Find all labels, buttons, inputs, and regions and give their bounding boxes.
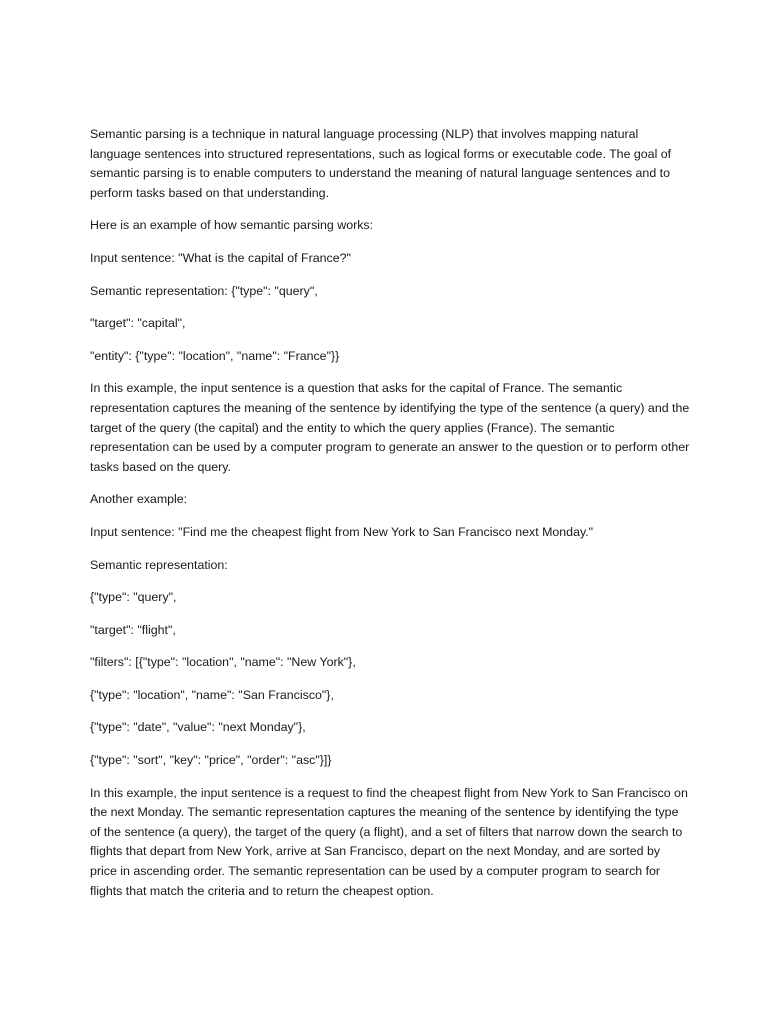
paragraph-input-sentence-1: Input sentence: "What is the capital of France?" xyxy=(90,250,351,265)
document-body xyxy=(90,125,690,914)
paragraph-target-1: "target": "capital", xyxy=(90,316,186,331)
paragraph-target-2: "target": "flight", xyxy=(90,622,176,637)
paragraph-filter-location-2: {"type": "location", "name": "San Francisco"}, xyxy=(90,687,334,702)
paragraph-explanation-1: In this example, the input sentence is a question that asks for the capital of France. The semantic representation captures the meaning of the sentence by identifying the type of the sentence (a query) and the target of the query (the capital) and the entity to which the query applies (France). The semantic representation can be used by a computer program to generate an answer to the question or to perform other tasks based on the query. xyxy=(90,381,690,474)
paragraph-filters-2: "filters": [{"type": "location", "name": "New York"}, xyxy=(90,655,356,670)
paragraph-entity-1: "entity": {"type": "location", "name": "France"}} xyxy=(90,348,340,363)
paragraph-another-example: Another example: xyxy=(90,492,188,507)
paragraph-explanation-2: In this example, the input sentence is a request to find the cheapest flight from New York to San Francisco on the next Monday. The semantic representation captures the meaning of the sentence by identifying the type of the sentence (a query), the target of the query (a flight), and a set of filters that narrow down the search to flights that depart from New York, arrive at San Francisco, depart on the next Monday, and are sorted by price in ascending order. The semantic representation can be used by a computer program to search for flights that match the criteria and to return the cheapest option. xyxy=(90,785,688,898)
paragraph-filter-sort-2: {"type": "sort", "key": "price", "order": "asc"}]} xyxy=(90,753,332,768)
paragraph-intro: Semantic parsing is a technique in natural language processing (NLP) that involves mapping natural language sentences into structured representations, such as logical forms or executable code. The goal of semantic parsing is to enable computers to understand the meaning of natural language sentences and to perform tasks based on that understanding. xyxy=(90,127,672,200)
paragraph-type-2: {"type": "query", xyxy=(90,590,177,605)
paragraph-input-sentence-2: Input sentence: "Find me the cheapest flight from New York to San Francisco next Monday." xyxy=(90,524,594,539)
paragraph-semantic-rep-label-2: Semantic representation: xyxy=(90,557,228,572)
paragraph-example-intro: Here is an example of how semantic parsing works: xyxy=(90,218,374,233)
paragraph-filter-date-2: {"type": "date", "value": "next Monday"}, xyxy=(90,720,306,735)
paragraph-semantic-rep-1: Semantic representation: {"type": "query", xyxy=(90,283,318,298)
